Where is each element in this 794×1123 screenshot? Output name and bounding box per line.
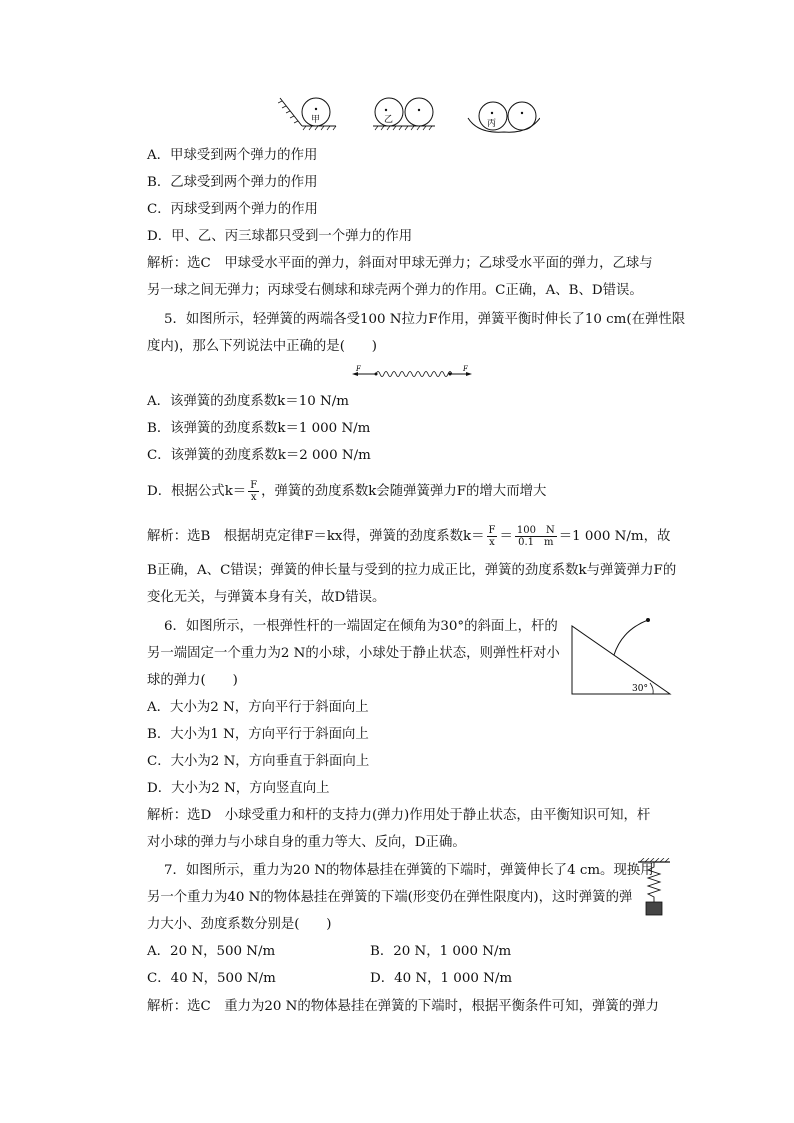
fraction-numerator: F <box>250 480 258 491</box>
ball-yi-label: 乙 <box>384 115 394 125</box>
q7-stem-line2: 另一个重力为40 N的物体悬挂在弹簧的下端(形变仍在弹性限度内)，这时弹簧的弹 <box>147 890 633 905</box>
q5-option-d-suffix: ，弹簧的劲度系数k会随弹簧弹力F的增大而增大 <box>261 484 547 499</box>
q5-explanation-line3: 变化无关，与弹簧本身有关，故D错误。 <box>147 590 386 605</box>
q5-option-d <box>147 480 546 503</box>
q5-exp-fraction-1 <box>487 525 498 548</box>
fraction-numerator: 100 N <box>516 525 555 536</box>
ball-jia-setup <box>278 98 336 130</box>
q4-option-c: C．丙球受到两个弹力的作用 <box>147 202 318 217</box>
fraction-numerator: F <box>488 525 496 536</box>
q6-option-a: A．大小为2 N，方向平行于斜面向上 <box>147 700 369 715</box>
ball-yi-setup <box>373 98 435 130</box>
q6-explanation-line2: 对小球的弹力与小球自身的重力等大、反向，D正确。 <box>147 835 466 850</box>
q7-option-d: D．40 N，1 000 N/m <box>370 971 513 986</box>
q7-explanation-line1: 解析：选C 重力为20 N的物体悬挂在弹簧的下端时，根据平衡条件可知，弹簧的弹力 <box>147 999 659 1014</box>
q6-option-c: C．大小为2 N，方向垂直于斜面向上 <box>147 754 370 769</box>
q4-explanation-line1: 解析：选C 甲球受水平面的弹力，斜面对甲球无弹力；乙球受水平面的弹力，乙球与 <box>147 256 653 271</box>
q6-option-d: D．大小为2 N，方向竖直向上 <box>147 781 330 796</box>
q5-exp-prefix: 解析：选B 根据胡克定律F＝kx得，弹簧的劲度系数k＝ <box>147 529 485 544</box>
q5-option-a: A．该弹簧的劲度系数k＝10 N/m <box>147 394 349 409</box>
ball-jia-label: 甲 <box>311 115 321 125</box>
incline-angle-label: 30° <box>632 684 648 694</box>
q5-option-d-prefix: D．根据公式k＝ <box>147 484 247 499</box>
q4-option-a: A．甲球受到两个弹力的作用 <box>147 148 318 163</box>
fraction-denominator: 0.1 m <box>518 537 554 548</box>
q7-option-b: B．20 N，1 000 N/m <box>370 944 512 959</box>
q5-option-b: B．该弹簧的劲度系数k＝1 000 N/m <box>147 421 371 436</box>
q6-stem-line2: 另一端固定一个重力为2 N的小球，小球处于静止状态，则弹性杆对小 <box>147 646 560 661</box>
spring-force-right-label: F <box>463 365 468 373</box>
q4-option-d: D．甲、乙、丙三球都只受到一个弹力的作用 <box>147 229 413 244</box>
q5-exp-equals: ＝ <box>499 529 513 544</box>
spring-force-left-label: F <box>356 365 361 373</box>
q4-option-b: B．乙球受到两个弹力的作用 <box>147 175 318 190</box>
q5-explanation-line1 <box>147 525 670 548</box>
q5-option-d-fraction <box>248 480 259 503</box>
q6-option-b: B．大小为1 N，方向平行于斜面向上 <box>147 727 369 742</box>
q6-stem-line1: 6．如图所示，一根弹性杆的一端固定在倾角为30°的斜面上，杆的 <box>164 619 558 634</box>
q7-option-c: C．40 N，500 N/m <box>147 971 276 986</box>
incline-figure <box>570 616 674 696</box>
q5-stem-line2: 度内)，那么下列说法中正确的是( ) <box>147 339 377 354</box>
q5-exp-suffix: ＝1 000 N/m，故 <box>558 529 671 544</box>
q5-option-c: C．该弹簧的劲度系数k＝2 000 N/m <box>147 448 371 463</box>
q5-stem-line1: 5．如图所示，轻弹簧的两端各受100 N拉力F作用，弹簧平衡时伸长了10 cm(在弹性限 <box>164 312 686 327</box>
ball-bing-setup <box>468 102 540 132</box>
q6-explanation-line1: 解析：选D 小球受重力和杆的支持力(弹力)作用处于静止状态，由平衡知识可知，杆 <box>147 808 651 823</box>
spring-figure <box>350 364 474 380</box>
q5-exp-fraction-2 <box>515 525 557 548</box>
q6-stem-line3: 球的弹力( ) <box>147 673 238 688</box>
q7-stem-line3: 力大小、劲度系数分别是( ) <box>147 917 332 932</box>
ball-bing-label: 丙 <box>487 119 497 129</box>
fraction-denominator: x <box>250 492 257 503</box>
q4-explanation-line2: 另一球之间无弹力；丙球受右侧球和球壳两个弹力的作用。C正确，A、B、D错误。 <box>147 283 643 298</box>
q7-option-a: A．20 N，500 N/m <box>147 944 276 959</box>
hanging-spring-figure <box>636 858 672 918</box>
balls-figure <box>278 96 540 136</box>
fraction-denominator: x <box>489 537 495 548</box>
q7-stem-line1: 7．如图所示，重力为20 N的物体悬挂在弹簧的下端时，弹簧伸长了4 cm。现换用 <box>164 863 654 878</box>
q5-explanation-line2: B正确，A、C错误；弹簧的伸长量与受到的拉力成正比，弹簧的劲度系数k与弹簧弹力F的 <box>147 563 677 578</box>
